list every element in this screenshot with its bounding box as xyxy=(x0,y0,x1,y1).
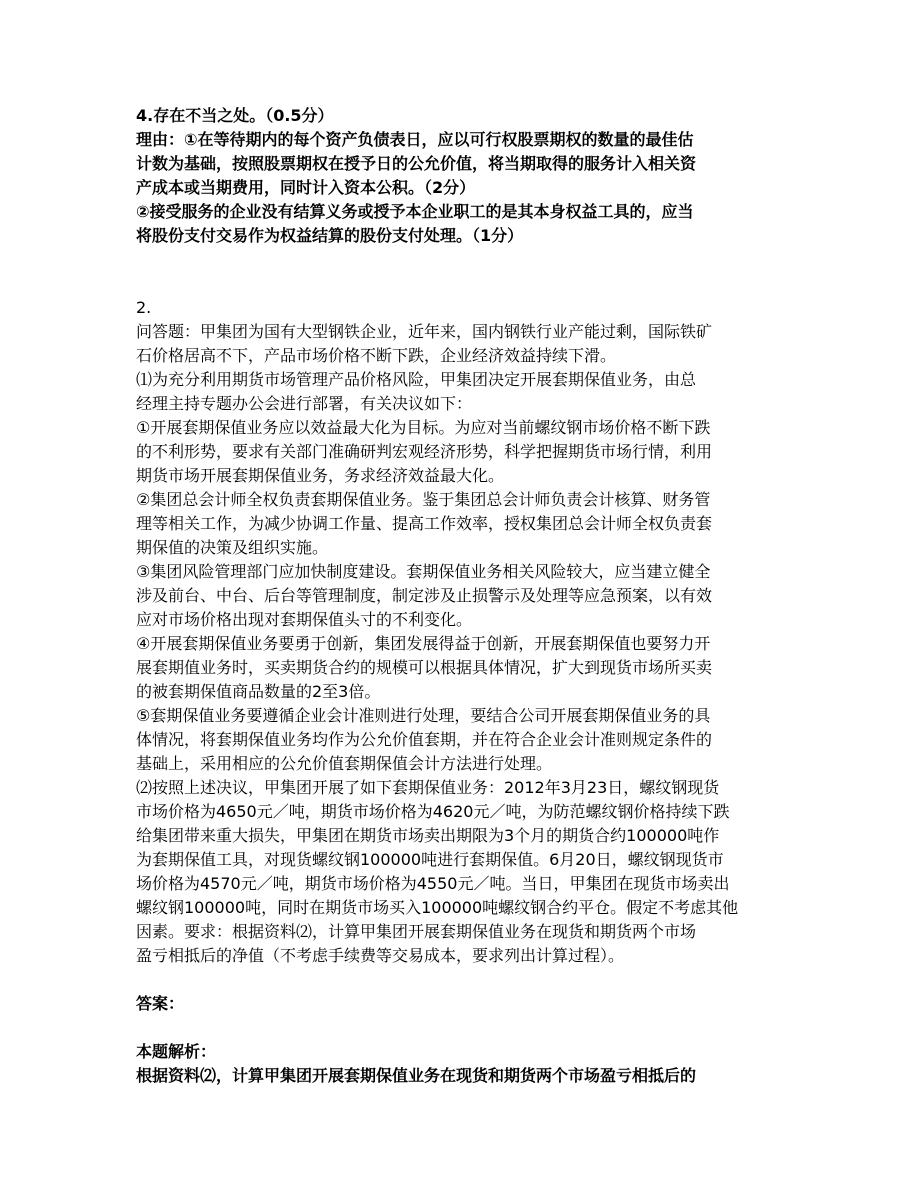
question-line: ①开展套期保值业务应以效益最大化为目标。为应对当前螺纹钢市场价格不断下跌 xyxy=(136,418,711,437)
previous-answer-line: 4.存在不当之处。（0.5分） xyxy=(136,106,334,125)
previous-answer-line: 理由：①在等待期内的每个资产负债表日，应以可行权股票期权的数量的最佳估 xyxy=(136,130,694,149)
question-line: 理等相关工作，为减少协调工作量、提高工作效率，授权集团总会计师全权负责套 xyxy=(136,514,713,533)
question-line: ②集团总会计师全权负责套期保值业务。鉴于集团总会计师负责会计核算、财务管 xyxy=(136,490,711,509)
question-line: 涉及前台、中台、后台等管理制度，制定涉及止损警示及处理等应急预案，以有效 xyxy=(136,586,713,605)
question-line: 场价格为4570元／吨，期货市场价格为4550元／吨。当日，甲集团在现货市场卖出 xyxy=(136,874,730,893)
question-line: 的被套期保值商品数量的2至3倍。 xyxy=(136,682,381,701)
question-block xyxy=(136,296,796,968)
question-line: ③集团风险管理部门应加快制度建设。套期保值业务相关风险较大，应当建立健全 xyxy=(136,562,711,581)
question-line: 应对市场价格出现对套期保值头寸的不利变化。 xyxy=(136,610,473,629)
question-line: ⑤套期保值业务要遵循企业会计准则进行处理，要结合公司开展套期保值业务的具 xyxy=(136,706,711,725)
question-line: 展套期值业务时，买卖期货合约的规模可以根据具体情况，扩大到现货市场所买卖 xyxy=(136,658,713,677)
question-line: 盈亏相抵后的净值（不考虑手续费等交易成本，要求列出计算过程）。 xyxy=(136,946,625,965)
question-line: 市场价格为4650元／吨，期货市场价格为4620元／吨，为防范螺纹钢价格持续下跌 xyxy=(136,802,730,821)
previous-answer-line: 产成本或当期费用，同时计入资本公积。（2分） xyxy=(136,178,476,197)
question-line: 期货市场开展套期保值业务，务求经济效益最大化。 xyxy=(136,466,505,485)
question-number: 2. xyxy=(136,298,152,317)
analysis-line: 根据资料⑵，计算甲集团开展套期保值业务在现货和期货两个市场盈亏相抵后的 xyxy=(136,1066,697,1085)
previous-answer-block xyxy=(136,104,796,248)
question-line: ⑴为充分利用期货市场管理产品价格风险，甲集团决定开展套期保值业务，由总 xyxy=(136,370,697,389)
spacer xyxy=(136,968,796,992)
answer-label: 答案： xyxy=(136,994,185,1013)
question-line: 期保值的决策及组织实施。 xyxy=(136,538,329,557)
question-line: 基础上，采用相应的公允价值套期保值会计方法进行处理。 xyxy=(136,754,553,773)
previous-answer-line: 计数为基础，按照股票期权在授予日的公允价值，将当期取得的服务计入相关资 xyxy=(136,154,697,173)
analysis-label: 本题解析： xyxy=(136,1042,217,1061)
question-line: 的不利形势，要求有关部门准确研判宏观经济形势，科学把握期货市场行情，利用 xyxy=(136,442,713,461)
analysis-block xyxy=(136,1040,796,1088)
question-line: 因素。要求：根据资料⑵，计算甲集团开展套期保值业务在现货和期货两个市场 xyxy=(136,922,697,941)
answer-block xyxy=(136,992,796,1016)
question-line: 为套期保值工具，对现货螺纹钢100000吨进行套期保值。6月20日，螺纹钢现货市 xyxy=(136,850,724,869)
previous-answer-line: 将股份支付交易作为权益结算的股份支付处理。（1分） xyxy=(136,226,524,245)
question-line: 螺纹钢100000吨，同时在期货市场买入100000吨螺纹钢合约平仓。假定不考虑其他 xyxy=(136,898,739,917)
question-line: 问答题：甲集团为国有大型钢铁企业，近年来，国内钢铁行业产能过剩，国际铁矿 xyxy=(136,322,713,341)
spacer xyxy=(136,1016,796,1040)
question-line: 经理主持专题办公会进行部署，有关决议如下： xyxy=(136,394,473,413)
question-line: 给集团带来重大损失，甲集团在期货市场卖出期限为3个月的期货合约100000吨作 xyxy=(136,826,720,845)
question-line: 石价格居高不下，产品市场价格不断下跌，企业经济效益持续下滑。 xyxy=(136,346,617,365)
question-line: ⑵按照上述决议，甲集团开展了如下套期保值业务：2012年3月23日，螺纹钢现货 xyxy=(136,778,720,797)
question-line: 体情况，将套期保值业务均作为公允价值套期，并在符合企业会计准则规定条件的 xyxy=(136,730,713,749)
question-line: ④开展套期保值业务要勇于创新，集团发展得益于创新，开展套期保值也要努力开 xyxy=(136,634,711,653)
previous-answer-line: ②接受服务的企业没有结算义务或授予本企业职工的是其本身权益工具的，应当 xyxy=(136,202,694,221)
document-page xyxy=(136,104,796,1088)
spacer xyxy=(136,248,796,296)
